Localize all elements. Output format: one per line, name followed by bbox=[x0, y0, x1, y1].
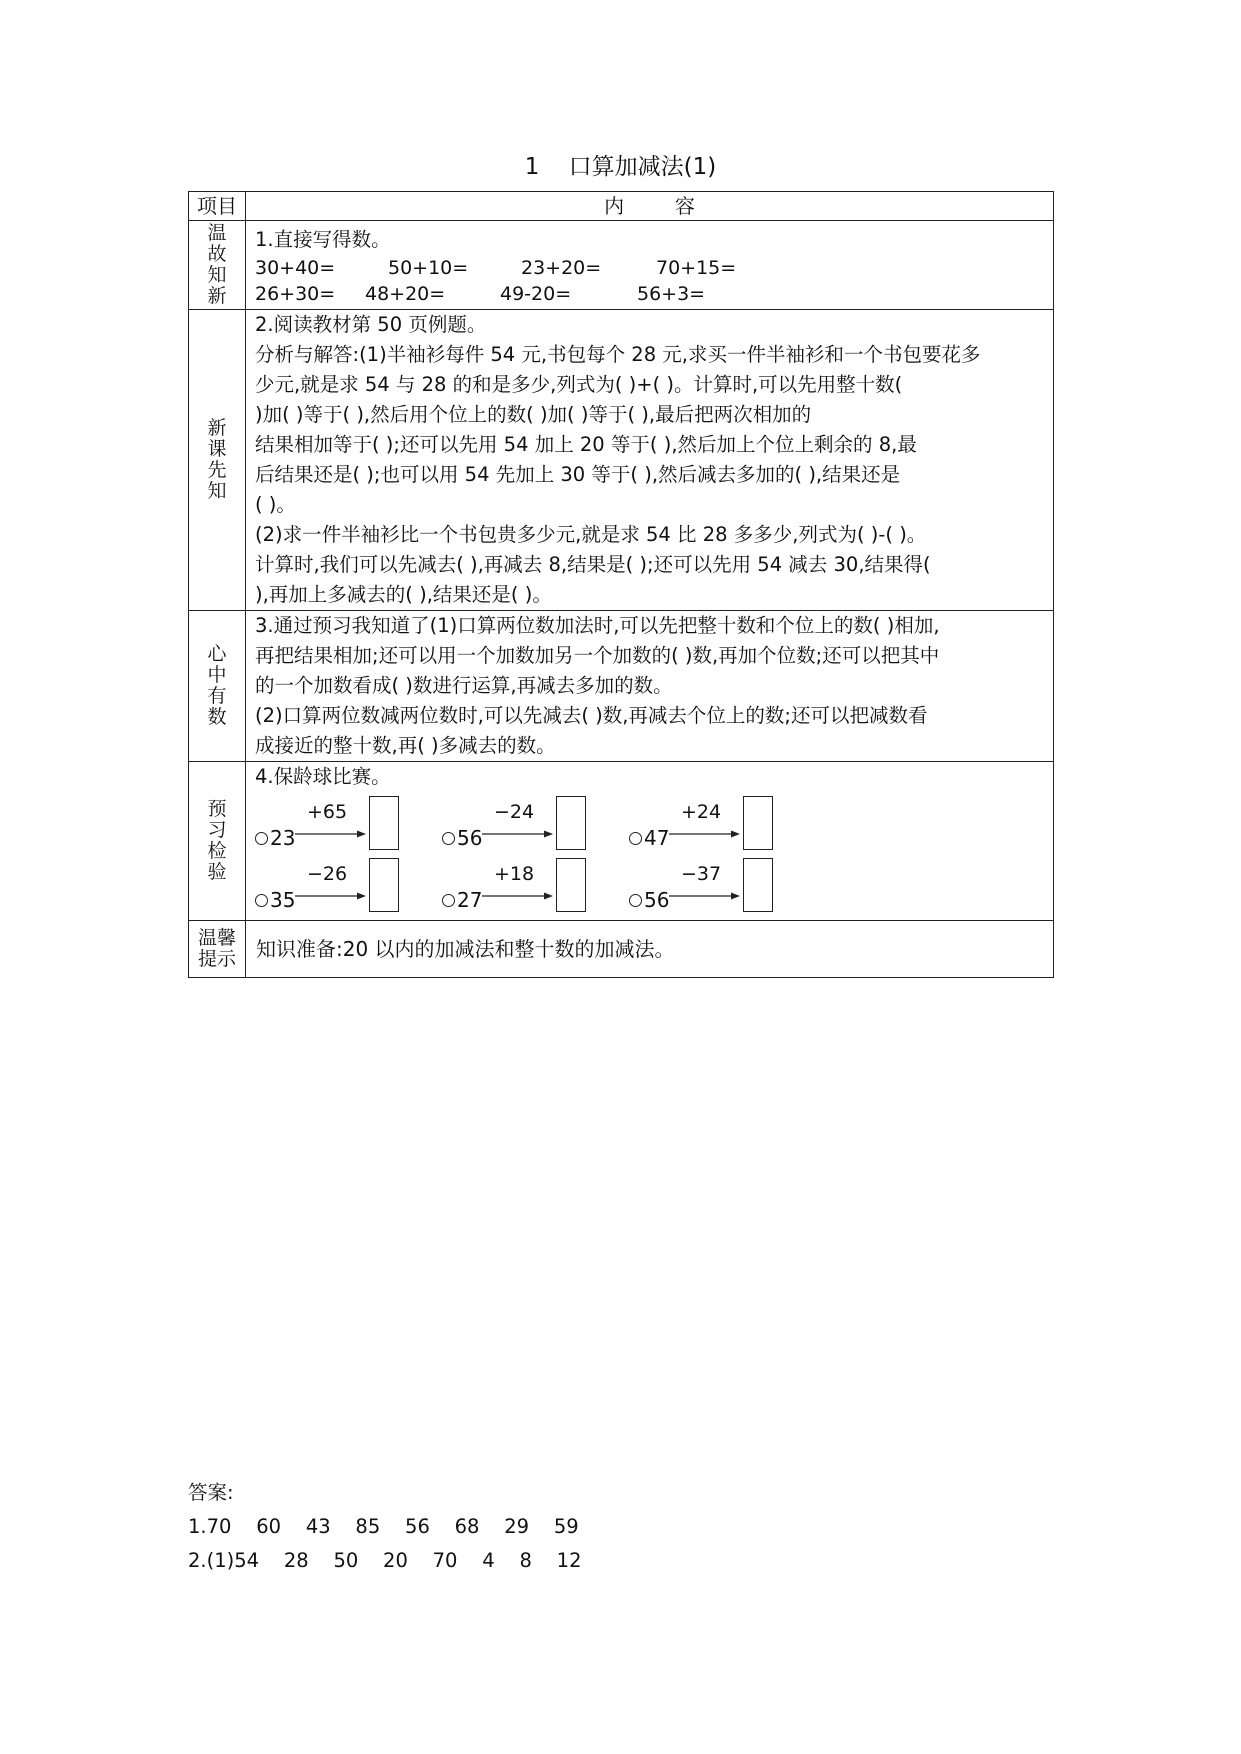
start-number: 56 bbox=[457, 826, 483, 850]
section-label: 心 中 有 数 bbox=[189, 611, 246, 762]
answers-section bbox=[188, 1476, 581, 1578]
bowling-item bbox=[255, 796, 425, 854]
section-label: 温 故 知 新 bbox=[189, 221, 246, 310]
bowling-game bbox=[255, 762, 1049, 920]
section-label: 新 课 先 知 bbox=[189, 310, 246, 611]
start-number: 56 bbox=[644, 888, 670, 912]
text-line: 少元,就是求 54 与 28 的和是多少,列式为( )+( )。计算时,可以先用整十数( bbox=[255, 373, 903, 396]
operation-label: +24 bbox=[681, 801, 722, 823]
arrow-icon bbox=[482, 829, 553, 839]
section-content bbox=[246, 762, 1054, 921]
header-item: 项目 bbox=[189, 192, 246, 221]
start-number: 35 bbox=[270, 888, 296, 912]
calc-item: 48+20= bbox=[365, 283, 446, 305]
section-summary bbox=[189, 611, 1054, 762]
text-line: 3.通过预习我知道了(1)口算两位数加法时,可以先把整十数和个位上的数( )相加, bbox=[255, 614, 940, 637]
arrow-icon bbox=[669, 891, 740, 901]
text-line: ( )。 bbox=[255, 493, 296, 516]
section-content bbox=[246, 611, 1054, 762]
section-preview bbox=[189, 310, 1054, 611]
operation-label: −24 bbox=[494, 801, 535, 823]
answer-box[interactable] bbox=[369, 796, 399, 850]
bowling-item bbox=[629, 796, 799, 854]
section-check bbox=[189, 762, 1054, 921]
header-content: 内 容 bbox=[246, 192, 1054, 221]
text-line: )加( )等于( ),然后用个位上的数( )加( )等于( ),最后把两次相加的 bbox=[255, 403, 812, 426]
calc-item: 70+15= bbox=[656, 257, 737, 279]
bowling-item bbox=[442, 858, 612, 916]
calc-item: 30+40= bbox=[255, 257, 336, 279]
circle-icon bbox=[255, 832, 268, 845]
text-line: 分析与解答:(1)半袖衫每件 54 元,书包每个 28 元,求买一件半袖衫和一个书包要花多 bbox=[255, 343, 981, 366]
section-review bbox=[189, 221, 1054, 310]
circle-icon bbox=[442, 832, 455, 845]
tip-text: 知识准备:20 以内的加减法和整十数的加减法。 bbox=[246, 921, 1054, 978]
text-line: 结果相加等于( );还可以先用 54 加上 20 等于( ),然后加上个位上剩余的 8,最 bbox=[255, 433, 917, 456]
calc-row bbox=[255, 255, 1049, 281]
bowling-item bbox=[442, 796, 612, 854]
answer-line: 1.70 60 43 85 56 68 29 59 bbox=[188, 1515, 579, 1538]
operation-label: +18 bbox=[494, 863, 535, 885]
header-row bbox=[189, 192, 1054, 221]
text-line: 后结果还是( );也可以用 54 先加上 30 等于( ),然后减去多加的( ),结果还是 bbox=[255, 463, 901, 486]
circle-icon bbox=[629, 832, 642, 845]
section-tip bbox=[189, 921, 1054, 978]
answer-box[interactable] bbox=[369, 858, 399, 912]
question-4: 4.保龄球比赛。 bbox=[255, 765, 391, 788]
calc-item: 26+30= bbox=[255, 283, 336, 305]
worksheet-table bbox=[188, 191, 1054, 978]
answer-box[interactable] bbox=[556, 858, 586, 912]
arrow-icon bbox=[482, 891, 553, 901]
text-line: 成接近的整十数,再( )多减去的数。 bbox=[255, 734, 556, 757]
answer-box[interactable] bbox=[556, 796, 586, 850]
operation-label: +65 bbox=[307, 801, 348, 823]
text-line: 2.阅读教材第 50 页例题。 bbox=[255, 313, 487, 336]
calc-row bbox=[255, 281, 1049, 307]
text-line: 计算时,我们可以先减去( ),再减去 8,结果是( );还可以先用 54 减去 30,结果得( bbox=[255, 553, 931, 576]
operation-label: −26 bbox=[307, 863, 348, 885]
text-line: 的一个加数看成( )数进行运算,再减去多加的数。 bbox=[255, 674, 673, 697]
start-number: 47 bbox=[644, 826, 670, 850]
bowling-item bbox=[629, 858, 799, 916]
section-label: 温馨 提示 bbox=[189, 921, 246, 978]
bowling-item bbox=[255, 858, 425, 916]
circle-icon bbox=[442, 894, 455, 907]
answer-line: 2.(1)54 28 50 20 70 4 8 12 bbox=[188, 1549, 582, 1572]
calc-item: 49-20= bbox=[500, 283, 572, 305]
section-label: 预 习 检 验 bbox=[189, 762, 246, 921]
calc-item: 56+3= bbox=[637, 283, 706, 305]
start-number: 23 bbox=[270, 826, 296, 850]
operation-label: −37 bbox=[681, 863, 722, 885]
question-1: 1.直接写得数。 bbox=[255, 228, 391, 251]
text-line: (2)求一件半袖衫比一个书包贵多少元,就是求 54 比 28 多多少,列式为( )-( )。 bbox=[255, 523, 927, 546]
text-line: (2)口算两位数减两位数时,可以先减去( )数,再减去个位上的数;还可以把减数看 bbox=[255, 704, 928, 727]
answer-box[interactable] bbox=[743, 858, 773, 912]
arrow-icon bbox=[295, 829, 366, 839]
text-line: 再把结果相加;还可以用一个加数加另一个加数的( )数,再加个位数;还可以把其中 bbox=[255, 644, 940, 667]
section-content bbox=[246, 221, 1054, 310]
text-line: ),再加上多减去的( ),结果还是( )。 bbox=[255, 583, 552, 606]
circle-icon bbox=[629, 894, 642, 907]
circle-icon bbox=[255, 894, 268, 907]
arrow-icon bbox=[669, 829, 740, 839]
worksheet-title: 1 口算加减法(1) bbox=[524, 154, 717, 180]
arrow-icon bbox=[295, 891, 366, 901]
start-number: 27 bbox=[457, 888, 483, 912]
section-content bbox=[246, 310, 1054, 611]
calc-item: 23+20= bbox=[521, 257, 602, 279]
calc-item: 50+10= bbox=[388, 257, 469, 279]
answer-box[interactable] bbox=[743, 796, 773, 850]
answers-heading: 答案: bbox=[188, 1481, 234, 1504]
